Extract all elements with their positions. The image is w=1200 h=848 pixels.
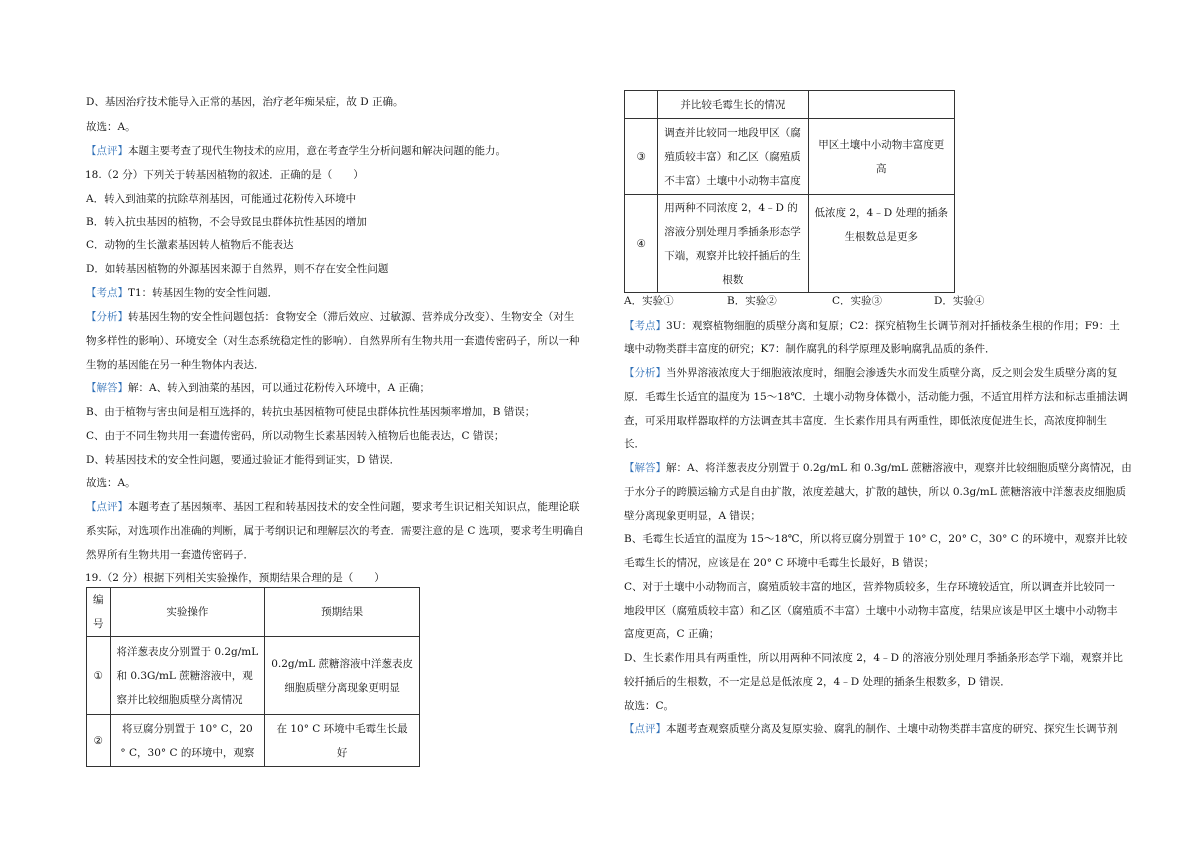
row-result: 在 10° C 环境中毛霉生长最 好 [265,715,420,767]
text-line: 毛霉生长的情况，应该是在 20° C 环境中毛霉生长最好，B 错误； [624,557,935,569]
fenxi-label: 【分析】当外界溶液浓度大于细胞液浓度时，细胞会渗透失水而发生质壁分离，反之则会发生质壁分离的复 [624,367,1118,379]
kaodian-label: 【考点】T1：转基因生物的安全性问题． [86,287,279,299]
text-line: 生物的基因能在另一种生物体内表达． [86,359,265,371]
text-line: 于水分子的跨膜运输方式是自由扩散，浓度差越大，扩散的越快，所以 0.3g/mL 蔗糖溶液中洋葱表皮细胞质 [624,486,1127,498]
text-line: B、毛霉生长适宜的温度为 15～18℃，所以将豆腐分别置于 10° C，20° C，30° C 的环境中，观察并比较 [624,533,1128,545]
text-line: 故选：C。 [624,700,675,712]
row-operation: 并比较毛霉生长的情况 [658,91,808,119]
question-18-stem: 18.（2 分）下列关于转基因植物的叙述．正确的是（ ） [85,169,364,181]
row-operation: 将豆腐分别置于 10° C，20 ° C，30° C 的环境中，观察 [110,715,265,767]
header-result: 预期结果 [265,588,420,637]
text-line: C、由于不同生物共用一套遗传密码，所以动物生长素基因转入植物后也能表达，C 错误； [86,430,505,442]
row-num: ④ [625,195,658,293]
text-line: 然界所有生物共用一套遗传密码子． [86,549,254,561]
answer-option-c: C．实验③ [832,295,883,307]
row-operation: 将洋葱表皮分别置于 0.2g/mL 和 0.3G/mL 蔗糖溶液中，观 察并比较细胞质壁分离情况 [110,637,265,715]
row-num: ② [87,715,111,767]
header-operation: 实验操作 [110,588,265,637]
table-row [625,119,955,195]
kaodian-label: 【考点】3U：观察植物细胞的质壁分离和复原；C2：探究植物生长调节剂对扦插枝条生根的作用；F9：土 [624,320,1120,332]
table-header-row [87,588,420,637]
answer-option-d: D．实验④ [934,295,985,307]
text-line: 较扦插后的生根数，不一定是总是低浓度 2，4﹣D 处理的插条生根数多，D 错误． [624,676,1011,688]
answer-option-b: B．实验② [727,295,777,307]
table-row [87,637,420,715]
dianping-label: 【点评】本题考查观察质壁分离及复原实验、腐乳的制作、土壤中动物类群丰富度的研究、探究生长调节剂 [624,723,1118,735]
table-row [625,195,955,293]
row-operation: 用两种不同浓度 2，4﹣D 的 溶液分别处理月季插条形态学 下端，观察并比较扦插后的生 根数 [658,195,808,293]
text-line: 查，可采用取样器取样的方法调查其丰富度．生长素作用具有两重性，即低浓度促进生长，高浓度抑制生 [624,415,1107,427]
text-line: 壤中动物类群丰富度的研究；K7：制作腐乳的科学原理及影响腐乳品质的条件． [624,343,996,355]
row-result: 甲区土壤中小动物丰富度更 高 [808,119,954,195]
text-line: C、对于土壤中小动物而言，腐殖质较丰富的地区，营养物质较多，生存环境较适宜，所以调查并比较同一 [624,581,1116,593]
text-line: 原．毛霉生长适宜的温度为 15～18℃．土壤小动物身体微小，活动能力强，不适宜用样方法和标志重捕法调 [624,391,1128,403]
row-result: 低浓度 2，4﹣D 处理的插条 生根数总是更多 [808,195,954,293]
text-line: B、由于植物与害虫间是相互选择的，转抗虫基因植物可使昆虫群体抗性基因频率增加，B 错误； [86,406,536,418]
jieda-label: 【解答】解：A、将洋葱表皮分别置于 0.2g/mL 和 0.3g/mL 蔗糖溶液中，观察并比较细胞质壁分离情况，由 [624,462,1132,474]
text-line: 【点评】本题主要考查了现代生物技术的应用，意在考查学生分析问题和解决问题的能力。 [86,145,506,157]
text-line: 物多样性的影响）、环境安全（对生态系统稳定性的影响）．自然界所有生物共用一套遗传密码子，所以一种 [86,335,580,347]
text-line: 故选：A。 [86,477,136,489]
row-num: ③ [625,119,658,195]
text-line: D、生长素作用具有两重性，所以用两种不同浓度 2，4﹣D 的溶液分别处理月季插条形态学下端，观察并比 [624,652,1123,664]
row-num: ① [87,637,111,715]
answer-option-a: A．实验① [624,295,674,307]
experiment-table-right [624,90,955,293]
option-c: C．动物的生长激素基因转人植物后不能表达 [86,239,294,251]
header-num: 编号 [87,588,111,637]
text-line: 壁分离现象更明显，A 错误； [624,510,761,522]
experiment-table-left [86,587,420,767]
question-19-stem: 19.（2 分）根据下列相关实验操作，预期结果合理的是（ ） [85,572,385,584]
option-b: B．转入抗虫基因的植物，不会导致昆虫群体抗性基因的增加 [86,216,367,228]
text-line: 系实际，对选项作出准确的判断，属于考纲识记和理解层次的考查．需要注意的是 C 选项，要求考生明确自 [86,525,584,537]
text-line: 富度更高，C 正确； [624,628,720,640]
table-row [87,715,420,767]
table-row [625,91,955,119]
option-d: D．如转基因植物的外源基因来源于自然界，则不存在安全性问题 [86,263,389,275]
row-operation: 调查并比较同一地段甲区（腐 殖质较丰富）和乙区（腐殖质 不丰富）土壤中小动物丰富度 [658,119,808,195]
text-line: D、基因治疗技术能导入正常的基因，治疗老年痴呆症，故 D 正确。 [86,96,404,108]
text-line: 故选：A。 [86,121,136,133]
dianping-label: 【点评】本题考查了基因频率、基因工程和转基因技术的安全性问题，要求考生识记相关知识点，能理论联 [86,501,580,513]
text-line: 长． [624,438,645,450]
option-a: A．转入到油菜的抗除草剂基因，可能通过花粉传入环境中 [86,193,357,205]
text-line: 地段甲区（腐殖质较丰富）和乙区（腐殖质不丰富）土壤中小动物丰富度，结果应该是甲区土壤中小动物丰 [624,605,1118,617]
row-result: 0.2g/mL 蔗糖溶液中洋葱表皮 细胞质壁分离现象更明显 [265,637,420,715]
text-line: D、转基因技术的安全性问题，要通过验证才能得到证实，D 错误． [86,454,401,466]
row-result [808,91,954,119]
fenxi-label: 【分析】转基因生物的安全性问题包括：食物安全（滞后效应、过敏源、营养成分改变）、生物安全（对生 [86,311,575,323]
row-num [625,91,658,119]
jieda-label: 【解答】解：A、转入到油菜的基因，可以通过花粉传入环境中，A 正确； [86,382,431,394]
